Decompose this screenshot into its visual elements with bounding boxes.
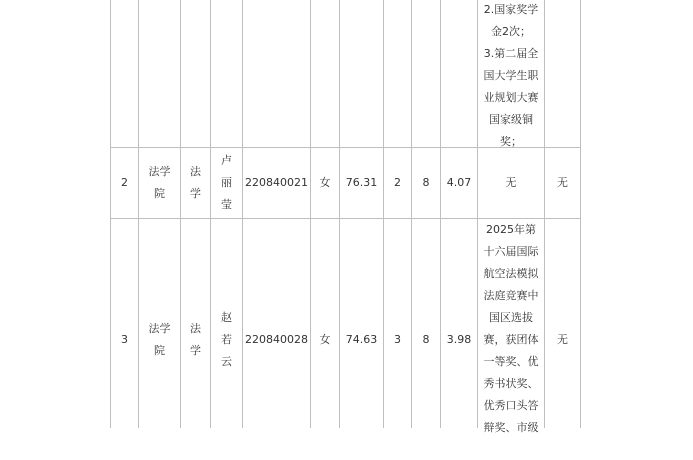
cell-remark	[545, 148, 580, 218]
cell-score-rank	[384, 148, 411, 218]
award-line: 3.第二届全	[483, 47, 539, 60]
cell-major	[181, 148, 210, 218]
award-line: 赛，获团体	[483, 333, 539, 346]
cell-awards	[478, 148, 544, 218]
score-rank-value: 2	[394, 176, 401, 189]
cell-count	[412, 219, 440, 460]
rank-value: 3	[121, 332, 128, 346]
award-line: 2.国家奖学	[483, 3, 539, 16]
cell-remark	[545, 219, 580, 460]
cell-student-id	[243, 219, 310, 460]
award-line: 奖；	[500, 135, 522, 148]
score-value: 76.31	[345, 176, 378, 189]
college-value: 法学院	[148, 165, 171, 200]
cell-name	[211, 148, 242, 218]
cell-major	[181, 219, 210, 460]
award-line: 秀书状奖、	[483, 377, 539, 390]
award-line: 十六届国际	[483, 245, 539, 258]
gender-value: 女	[319, 332, 331, 346]
cell-score	[340, 148, 383, 218]
cell-rank	[111, 219, 138, 460]
remark-value: 无	[557, 176, 568, 189]
award-line: 航空法模拟	[483, 267, 539, 280]
name-value: 卢丽莹	[221, 154, 232, 211]
cell-awards	[478, 219, 544, 439]
award-text-prev-row	[478, 0, 544, 153]
score-value: 74.63	[345, 332, 378, 346]
rank-value: 2	[121, 176, 128, 189]
cell-rank	[111, 148, 138, 218]
cell-name	[211, 219, 242, 460]
award-line: 法庭竞赛中	[483, 289, 539, 302]
award-line: 一等奖、优	[483, 355, 539, 368]
remark-value: 无	[557, 332, 568, 346]
award-line: 2025年第	[486, 223, 536, 236]
award-line: 国大学生职	[483, 69, 539, 82]
award-line: 辩奖、市级	[483, 421, 539, 434]
cell-gpa	[441, 219, 477, 460]
count-value: 8	[422, 332, 430, 346]
cell-score	[340, 219, 383, 460]
cell-gender	[311, 219, 339, 460]
gpa-value: 4.07	[446, 176, 472, 189]
table-border-right	[580, 0, 581, 428]
gender-value: 女	[319, 176, 331, 189]
award-line: 国区选拔	[489, 311, 533, 324]
gpa-value: 3.98	[446, 332, 472, 346]
score-rank-value: 3	[394, 332, 401, 346]
cell-college	[139, 148, 180, 218]
cell-count	[412, 148, 440, 218]
award-line: 国家级铜	[489, 113, 533, 126]
student-id-value: 220840021	[245, 176, 308, 189]
cell-gpa	[441, 148, 477, 218]
major-value: 法学	[190, 321, 201, 357]
college-value: 法学院	[148, 321, 171, 357]
award-line: 金2次；	[491, 25, 531, 38]
student-id-value: 220840028	[245, 332, 308, 346]
name-value: 赵若云	[221, 310, 232, 368]
award-line: 优秀口头答	[483, 399, 539, 412]
awards-value: 无	[505, 176, 517, 189]
major-value: 法学	[190, 165, 201, 200]
award-line: 业规划大赛	[483, 91, 539, 104]
cell-college	[139, 219, 180, 460]
count-value: 8	[422, 176, 430, 189]
cell-student-id	[243, 148, 310, 218]
cell-score-rank	[384, 219, 411, 460]
cell-gender	[311, 148, 339, 218]
